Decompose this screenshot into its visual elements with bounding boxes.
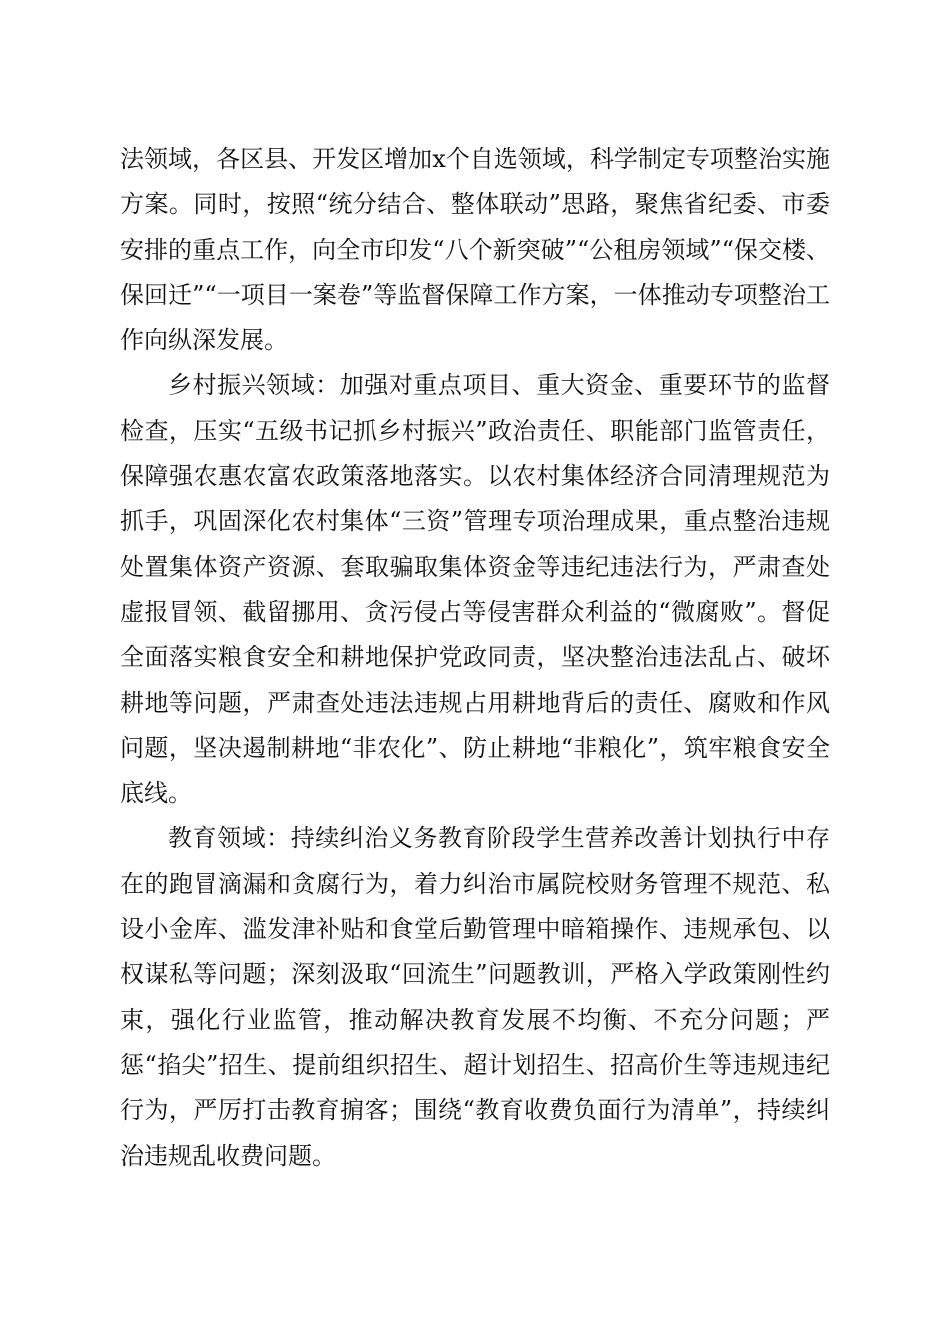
paragraph-education: 教育领域：持续纠治义务教育阶段学生营养改善计划执行中存在的跑冒滴漏和贪腐行为，着力纠治市属院校财务管理不规范、私设小金库、滥发津补贴和食堂后勤管理中暗箱操作、违规承包、以权谋私等问题；深刻汲取“回流生”问题教训，严格入学政策刚性约束，强化行业监管，推动解决教育发展不均衡、不充分问题；严惩“掐尖”招生、提前组织招生、超计划招生、招高价生等违规违纪行为，严厉打击教育掮客；围绕“教育收费负面行为清单”，持续纠治违规乱收费问题。 [120, 824, 830, 1170]
paragraph-continuation: 法领域，各区县、开发区增加x个自选领域，科学制定专项整治实施方案。同时，按照“统分结合、整体联动”思路，聚焦省纪委、市委安排的重点工作，向全市印发“八个新突破”“公租房领域”“保交楼、保回迁”“一项目一案卷”等监督保障工作方案，一体推动专项整治工作向纵深发展。 [120, 145, 830, 355]
paragraph-rural-revitalization: 乡村振兴领域：加强对重点项目、重大资金、重要环节的监督检查，压实“五级书记抓乡村振兴”政治责任、职能部门监管责任，保障强农惠农富农政策落地落实。以农村集体经济合同清理规范为抓手，巩固深化农村集体“三资”管理专项治理成果，重点整治违规处置集体资产资源、套取骗取集体资金等违纪违法行为，严肃查处虚报冒领、截留挪用、贪污侵占等侵害群众利益的“微腐败”。督促全面落实粮食安全和耕地保护党政同责，坚决整治违法乱占、破坏耕地等问题，严肃查处违法违规占用耕地背后的责任、腐败和作风问题，坚决遏制耕地“非农化”、防止耕地“非粮化”，筑牢粮食安全底线。 [120, 371, 830, 808]
document-body [120, 137, 830, 1179]
